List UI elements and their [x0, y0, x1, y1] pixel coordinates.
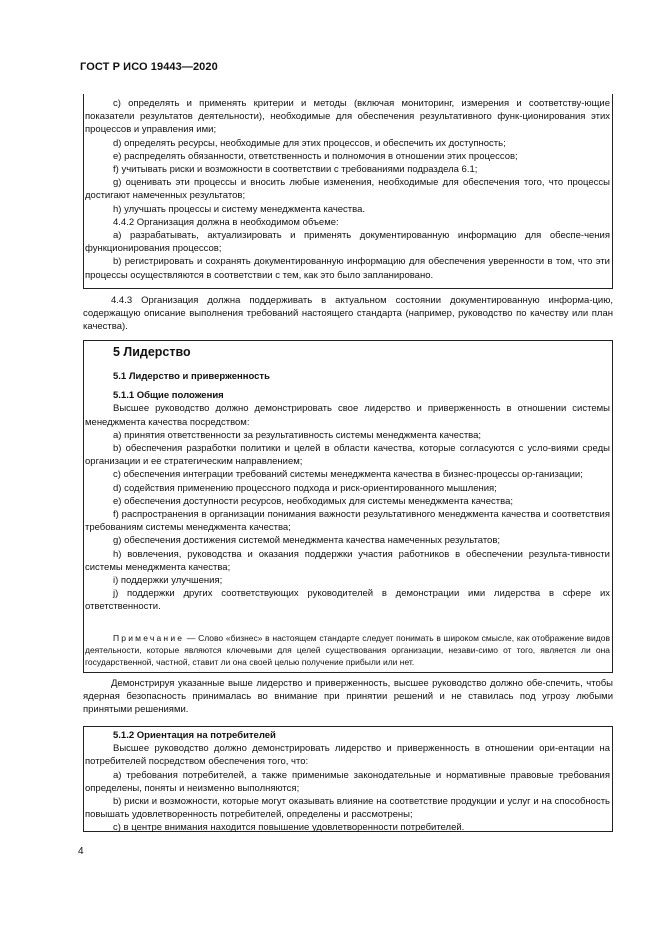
- nuclear-safety-paragraph: [83, 677, 613, 717]
- list-item: d) содействия применению процессного подхода и риск-ориентированного мышления;: [113, 482, 497, 494]
- paragraph: Высшее руководство должно демонстрировать лидерство и приверженность в отношении ори-ентации на потребителей посредством обеспечения того, что:: [85, 743, 610, 768]
- paragraph: 4.4.3 Организация должна поддерживать в актуальном состоянии документированную информа-цию, содержащую описание выполнения требований настоящего стандарта (например, руководство по качеству или план качества).: [83, 295, 613, 333]
- list-item: a) требования потребителей, а также применимые законодательные и нормативные правовые требования определены, поняты и неизменно выполняются;: [85, 769, 610, 794]
- paragraph: 4.4.2 Организация должна в необходимом объеме:: [113, 216, 339, 228]
- clause-4-4-3: [83, 294, 613, 334]
- section-heading: 5 Лидерство: [113, 345, 191, 359]
- paragraph: Демонстрируя указанные выше лидерство и приверженность, высшее руководство должно обе-спечить, чтобы ядерная безопасность принималась во внимание при принятии решений и не ставилась под угрозу любыми принятыми решениями.: [83, 678, 613, 716]
- paragraph: a) разрабатывать, актуализировать и применять документированную информацию для обеспе-чения функционирования процессов;: [85, 230, 610, 255]
- page-number: 4: [78, 846, 84, 857]
- paragraph: e) распределять обязанности, ответственность и полномочия в отношении этих процессов;: [113, 150, 518, 162]
- box2-text: [85, 343, 610, 614]
- box3-text: [85, 729, 610, 835]
- note-block: [85, 633, 610, 668]
- note-text: — Слово «бизнес» в настоящем стандарте следует понимать в широком смысле, как отображение видов деятельности, которые являются ключевыми для целей существования организации, незави-симо от того, является ли она государственной, частной, ставит ли она своей целью получение прибыли или нет.: [85, 633, 610, 667]
- note-label: Примечание: [113, 633, 185, 643]
- list-item: b) риски и возможности, которые могут оказывать влияние на соответствие продукции и услуг и на способность повышать удовлетворенность потребителей, определены и рассмотрены;: [85, 796, 610, 821]
- subsubsection-heading: 5.1.1 Общие положения: [113, 390, 224, 402]
- paragraph: d) определять ресурсы, необходимые для этих процессов, и обеспечить их доступность;: [113, 137, 506, 149]
- subsection-heading: 5.1 Лидерство и приверженность: [113, 371, 270, 382]
- paragraph: Высшее руководство должно демонстрировать свое лидерство и приверженность в отношении системы менеджмента качества посредством:: [85, 403, 610, 428]
- list-item: b) обеспечения разработки политики и целей в области качества, которые согласуются с усло-виями среды организации и ее стратегическим направлением;: [85, 443, 610, 468]
- list-item: a) принятия ответственности за результативность системы менеджмента качества;: [113, 429, 482, 441]
- list-item: i) поддержки улучшения;: [113, 575, 223, 587]
- box1-text: [85, 97, 610, 282]
- paragraph: c) определять и применять критерии и методы (включая мониторинг, измерения и соответству-ющие показатели результатов деятельности), необходимые для обеспечения результативного функ-ционирования этих процессов и управления ими;: [85, 98, 610, 136]
- paragraph: h) улучшать процессы и систему менеджмента качества.: [113, 203, 366, 215]
- list-item: h) вовлечения, руководства и оказания поддержки участия работников в обеспечении результа-тивности системы менеджмента качества;: [85, 548, 610, 573]
- paragraph: f) учитывать риски и возможности в соответствии с требованиями подраздела 6.1;: [113, 164, 478, 176]
- subsubsection-heading: 5.1.2 Ориентация на потребителей: [113, 730, 276, 741]
- list-item: j) поддержки других соответствующих руководителей в демонстрации ими лидерства в сфере их ответственности.: [85, 588, 610, 613]
- list-item: g) обеспечения достижения системой менеджмента качества намеченных результатов;: [113, 535, 501, 547]
- list-item: c) в центре внимания находится повышение удовлетворенности потребителей.: [113, 822, 465, 834]
- list-item: f) распространения в организации понимания важности результативного менеджмента качества и соответствия требованиям системы менеджмента качества;: [85, 509, 610, 534]
- list-item: c) обеспечения интеграции требований системы менеджмента качества в бизнес-процессы ор-ганизации;: [113, 469, 583, 481]
- paragraph: g) оценивать эти процессы и вносить любые изменения, необходимые для обеспечения того, что процессы достигают намеченных результатов;: [85, 177, 610, 202]
- paragraph: b) регистрировать и сохранять документированную информацию для обеспечения уверенности в том, что эти процессы осуществляются в соответствии с тем, как это было запланировано.: [85, 256, 610, 281]
- document-id: ГОСТ Р ИСО 19443—2020: [80, 61, 218, 73]
- list-item: e) обеспечения доступности ресурсов, необходимых для системы менеджмента качества;: [113, 495, 513, 507]
